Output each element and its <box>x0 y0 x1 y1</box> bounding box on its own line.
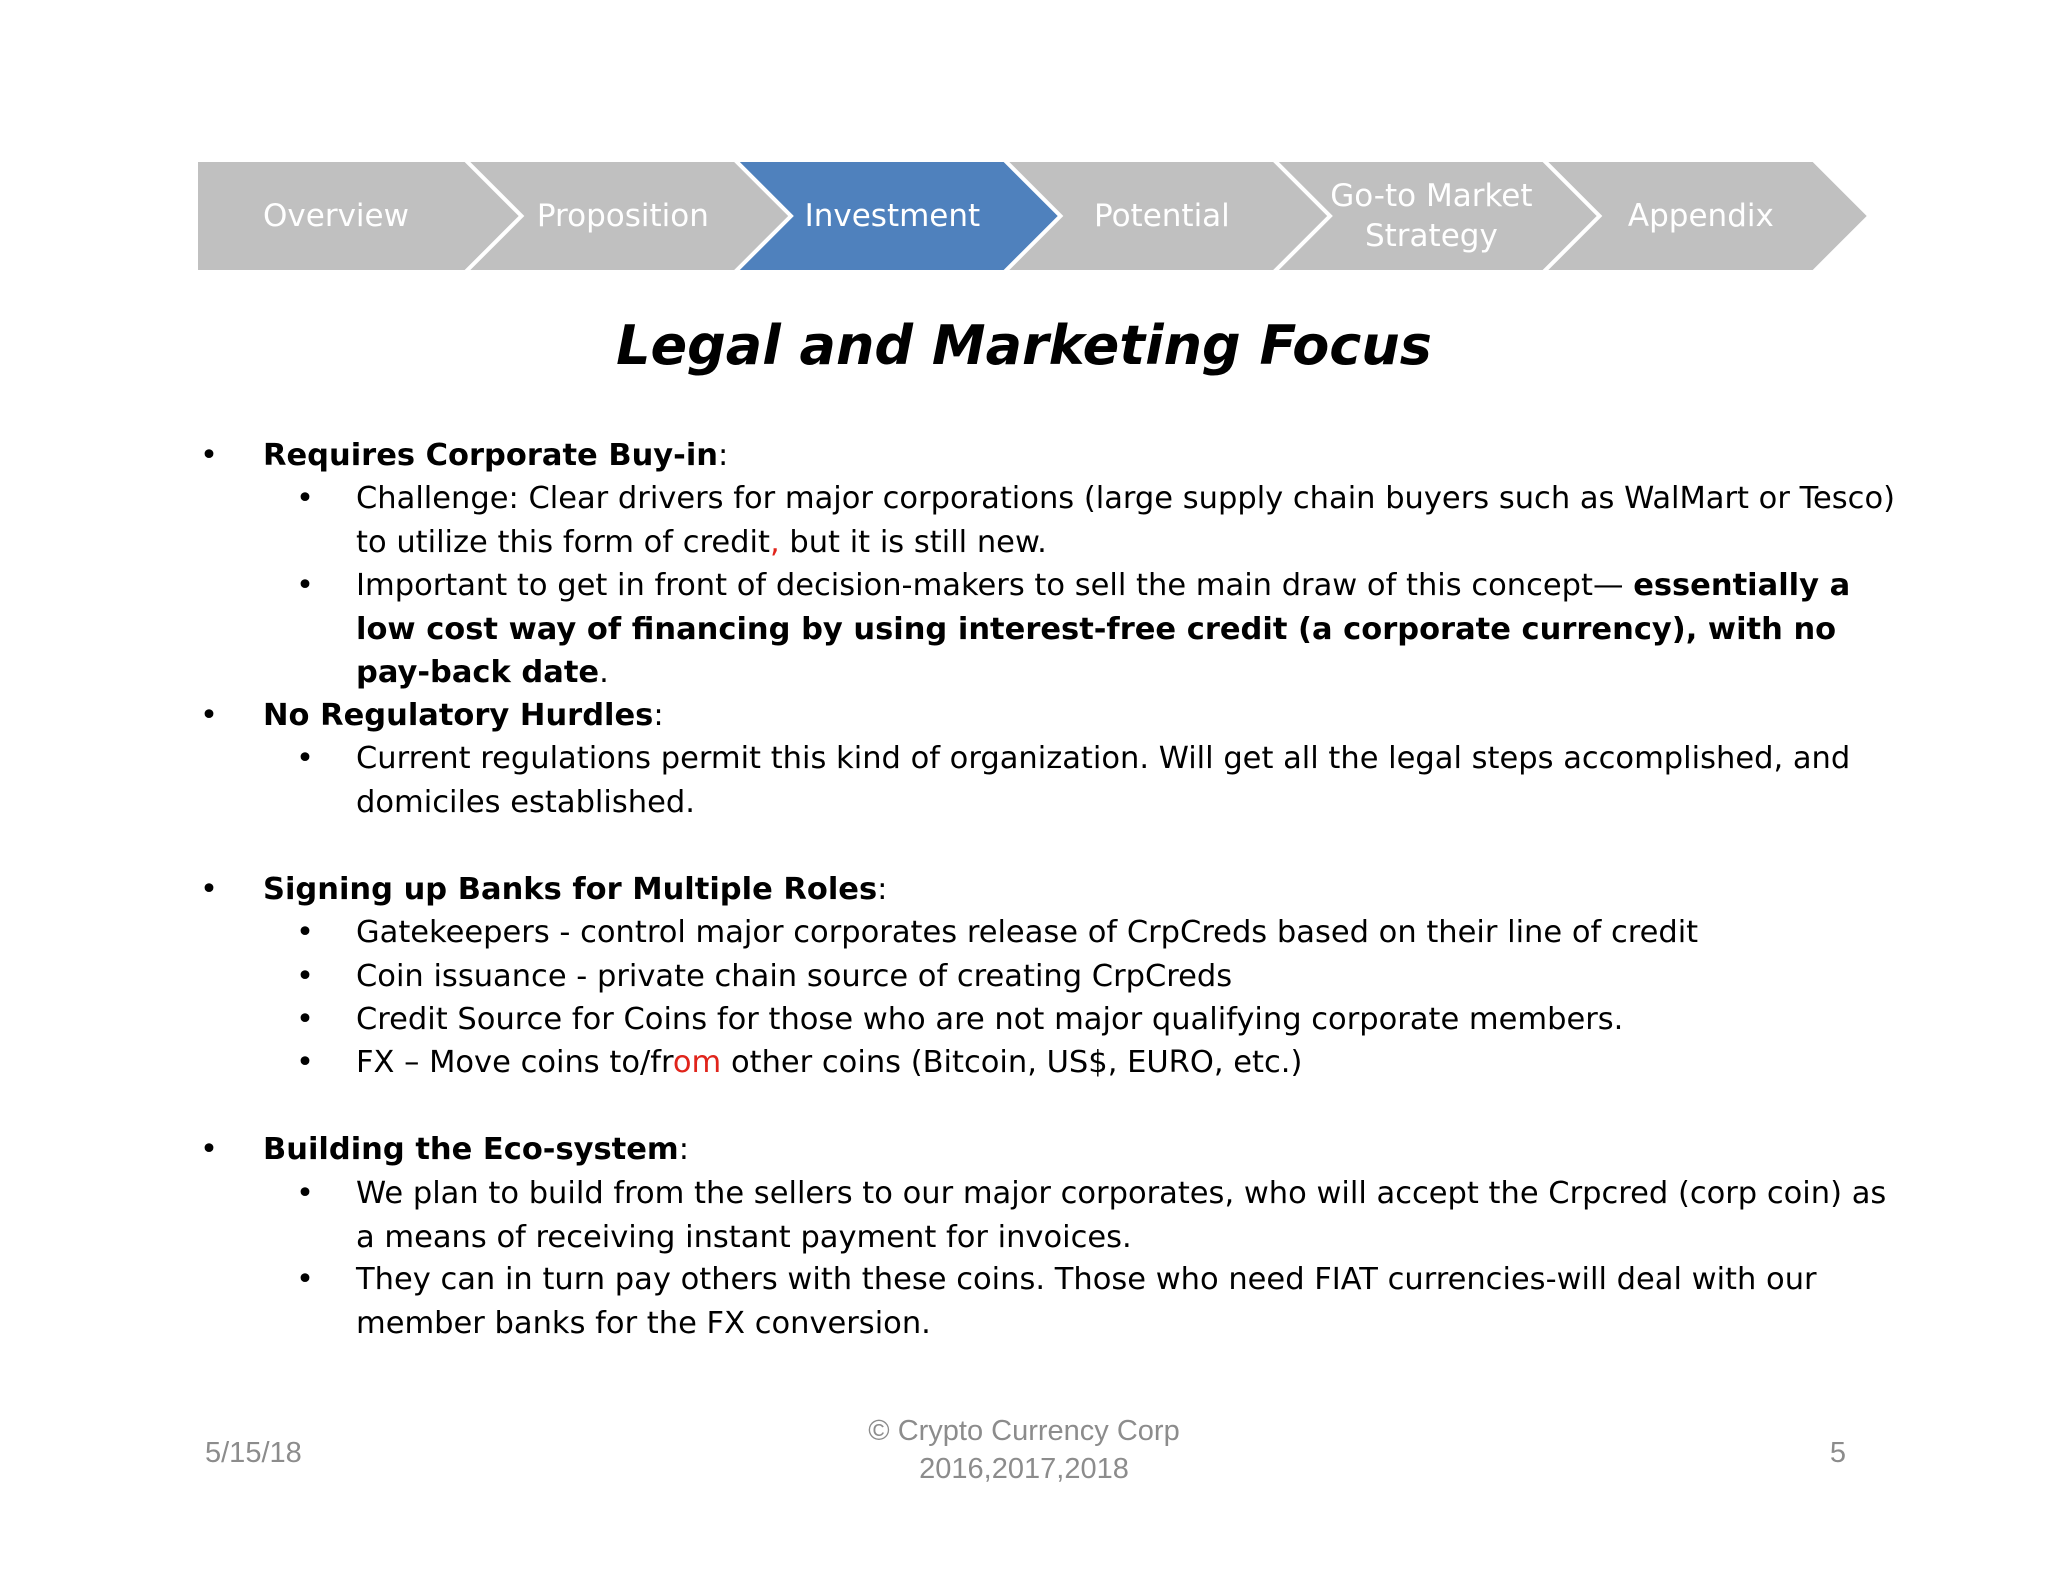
process-step-label[interactable] <box>206 160 466 272</box>
list-item: We plan to build from the sellers to our major corporates, who will accept the Crpcred (corp coin) as a means of receiving instant payment for invoices. <box>356 1176 1887 1255</box>
bullet-icon: • <box>296 915 314 950</box>
step-label-text: Appendix <box>1627 198 1774 234</box>
process-step-label[interactable] <box>496 160 749 272</box>
list-item: Gatekeepers - control major corporates release of CrpCreds based on their line of credit <box>356 915 1699 950</box>
bullet-icon: • <box>296 1262 314 1297</box>
section-heading: Requires Corporate Buy-in: <box>263 438 729 473</box>
process-step-label[interactable] <box>766 160 1019 272</box>
bullet-icon: • <box>296 959 314 994</box>
page-number: 5 <box>1829 1437 1846 1469</box>
list-item: FX – Move coins to/from other coins (Bitcoin, US$, EURO, etc.) <box>356 1045 1303 1080</box>
step-label-text: Proposition <box>536 198 709 234</box>
process-nav <box>196 160 1876 272</box>
slide-title: Legal and Marketing Focus <box>616 314 1432 377</box>
step-label-text: Potential <box>1093 198 1230 234</box>
section-heading: No Regulatory Hurdles: <box>263 698 664 733</box>
bullet-icon: • <box>296 741 314 776</box>
section-heading: Signing up Banks for Multiple Roles: <box>263 872 888 907</box>
step-label-text: Overview <box>263 198 409 234</box>
list-item: They can in turn pay others with these coins. Those who need FIAT currencies-will deal with our member banks for the FX conversion. <box>356 1262 1817 1341</box>
bullet-icon: • <box>200 698 218 733</box>
list-item: Challenge: Clear drivers for major corporations (large supply chain buyers such as WalMart or Tesco) to utilize this form of credit, but it is still new. <box>356 481 1896 560</box>
bullet-icon: • <box>296 1176 314 1211</box>
bullet-icon: • <box>200 1132 218 1167</box>
bullet-icon: • <box>200 872 218 907</box>
process-step-label[interactable] <box>1035 160 1288 272</box>
bullet-icon: • <box>296 1002 314 1037</box>
list-item: Credit Source for Coins for those who are not major qualifying corporate members. <box>356 1002 1624 1037</box>
list-item: Current regulations permit this kind of organization. Will get all the legal steps accomplished, and domiciles established. <box>356 741 1851 820</box>
bullet-icon: • <box>296 568 314 603</box>
copyright-years: 2016,2017,2018 <box>919 1453 1129 1485</box>
process-step-label[interactable] <box>1574 160 1827 272</box>
step-label-text: Investment <box>804 198 981 234</box>
process-step-label[interactable] <box>1305 160 1558 272</box>
footer-copyright <box>724 1412 1324 1488</box>
bullet-icon: • <box>296 1045 314 1080</box>
section-heading: Building the Eco-system: <box>263 1132 689 1167</box>
bullet-icon: • <box>296 481 314 516</box>
list-item: Important to get in front of decision-makers to sell the main draw of this concept— essentially a low cost way of financing by using interest-free credit (a corporate currency), with no pay-back date. <box>356 568 1851 690</box>
step-label-text: Go-to Market Strategy <box>1330 178 1533 254</box>
bullet-icon: • <box>200 438 218 473</box>
footer-date: 5/15/18 <box>205 1437 302 1469</box>
copyright-line: © Crypto Currency Corp <box>868 1415 1180 1447</box>
list-item: Coin issuance - private chain source of creating CrpCreds <box>356 959 1233 994</box>
